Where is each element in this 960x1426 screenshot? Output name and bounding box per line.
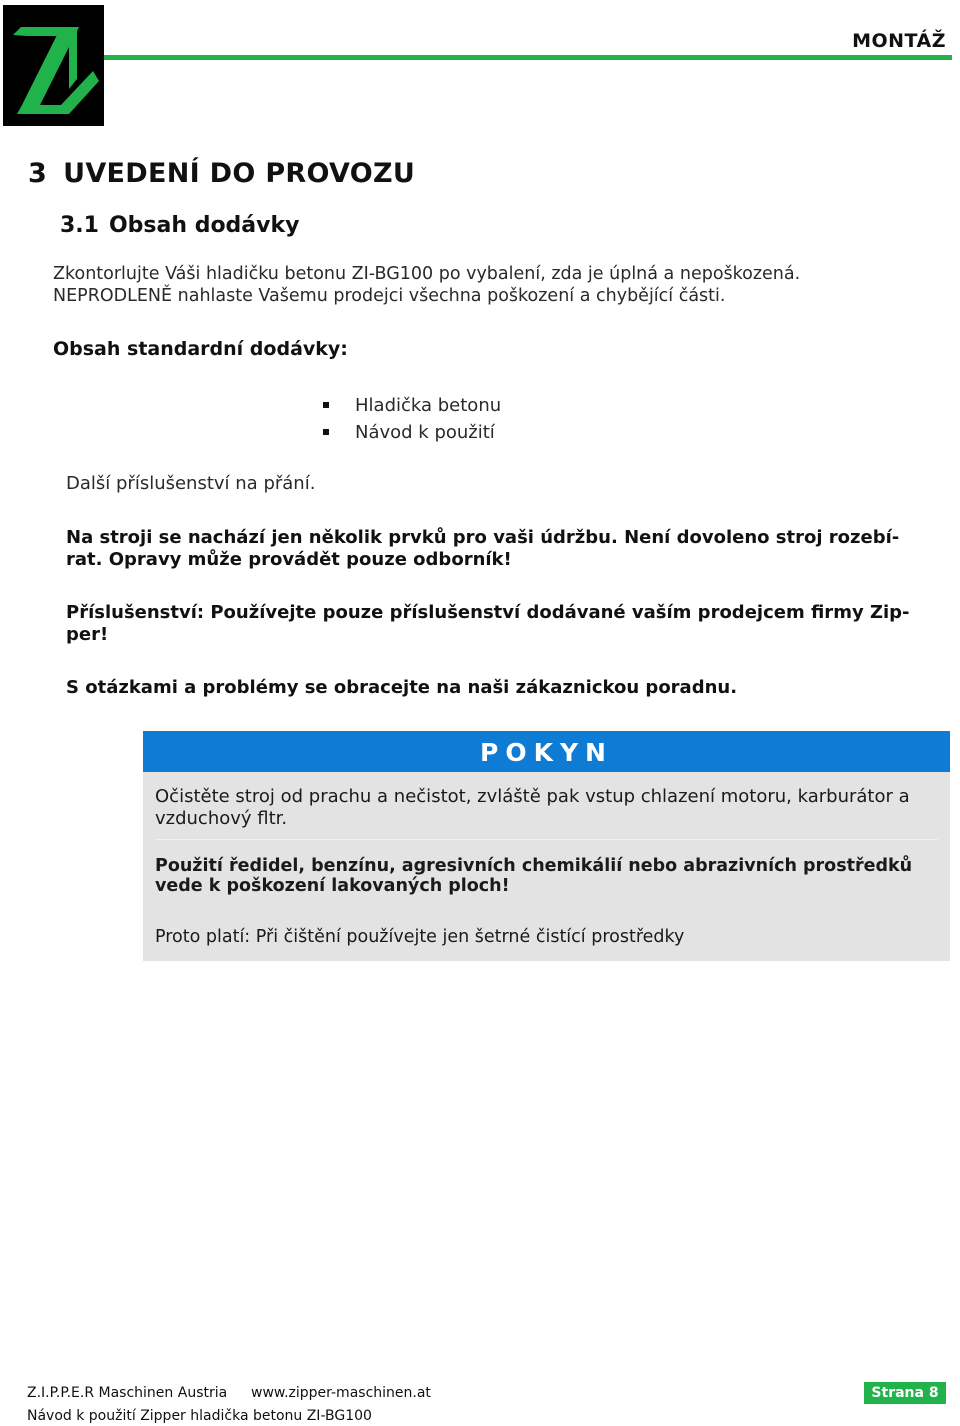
footer-company: Z.I.P.P.E.R Maschinen Austria	[27, 1385, 228, 1401]
header-rule	[104, 55, 952, 60]
intro-line-2: NEPRODLENĚ nahlaste Vašemu prodejci všechna poškození a chybějící části.	[53, 286, 726, 306]
chapter-title: UVEDENÍ DO PROVOZU	[63, 158, 416, 189]
chapter-heading	[28, 158, 415, 189]
list-item-label: Návod k použití	[355, 422, 495, 443]
footer-website-link[interactable]: www.zipper-maschinen.at	[251, 1385, 431, 1401]
zipper-logo	[3, 5, 104, 126]
list-item-label: Hladička betonu	[355, 395, 502, 416]
notice-line-2: Použití ředidel, benzínu, agresivních chemikálií nebo abrazivních prostředků vede k poškození lakovaných ploch!	[155, 856, 913, 896]
standard-contents-label: Obsah standardní dodávky:	[53, 338, 348, 360]
section-heading	[60, 213, 299, 238]
chapter-number: 3	[28, 158, 48, 189]
zipper-z-logo-icon	[3, 5, 104, 126]
notice-line-1: Očistěte stroj od prachu a nečistot, zvláště pak vstup chlazení motoru, karburátor a vzduchový fltr.	[155, 786, 938, 840]
standard-contents-list	[322, 392, 501, 446]
notice-body	[143, 772, 950, 948]
footer-document-title: Návod k použití Zipper hladička betonu ZI-BG100	[27, 1408, 372, 1424]
intro-line-1: Zkontorlujte Váši hladičku betonu ZI-BG100 po vybalení, zda je úplná a nepoškozená.	[53, 264, 801, 284]
optional-accessories-text: Další příslušenství na přání.	[66, 473, 316, 494]
section-label: MONTÁŽ	[852, 30, 946, 52]
list-item	[322, 419, 501, 446]
square-bullet-icon	[323, 429, 329, 435]
page-number-badge: Strana 8	[864, 1382, 946, 1404]
section-title: Obsah dodávky	[108, 213, 300, 238]
notice-line-3: Proto platí: Při čištění používejte jen šetrné čistící prostředky	[155, 927, 685, 947]
notice-box	[143, 731, 950, 961]
accessories-warning: Příslušenství: Používejte pouze příslušenství dodávané vaším prodejcem firmy Zip-per!	[66, 602, 910, 645]
support-note: S otázkami a problémy se obracejte na naši zákaznickou poradnu.	[66, 677, 738, 698]
section-number: 3.1	[60, 213, 99, 238]
intro-paragraph	[53, 263, 933, 307]
square-bullet-icon	[323, 402, 329, 408]
maintenance-warning: Na stroji se nachází jen několik prvků pro vaši údržbu. Není dovoleno stroj rozebí-rat. Opravy může provádět pouze odborník!	[66, 527, 900, 570]
notice-title: POKYN	[143, 731, 950, 772]
list-item	[322, 392, 501, 419]
